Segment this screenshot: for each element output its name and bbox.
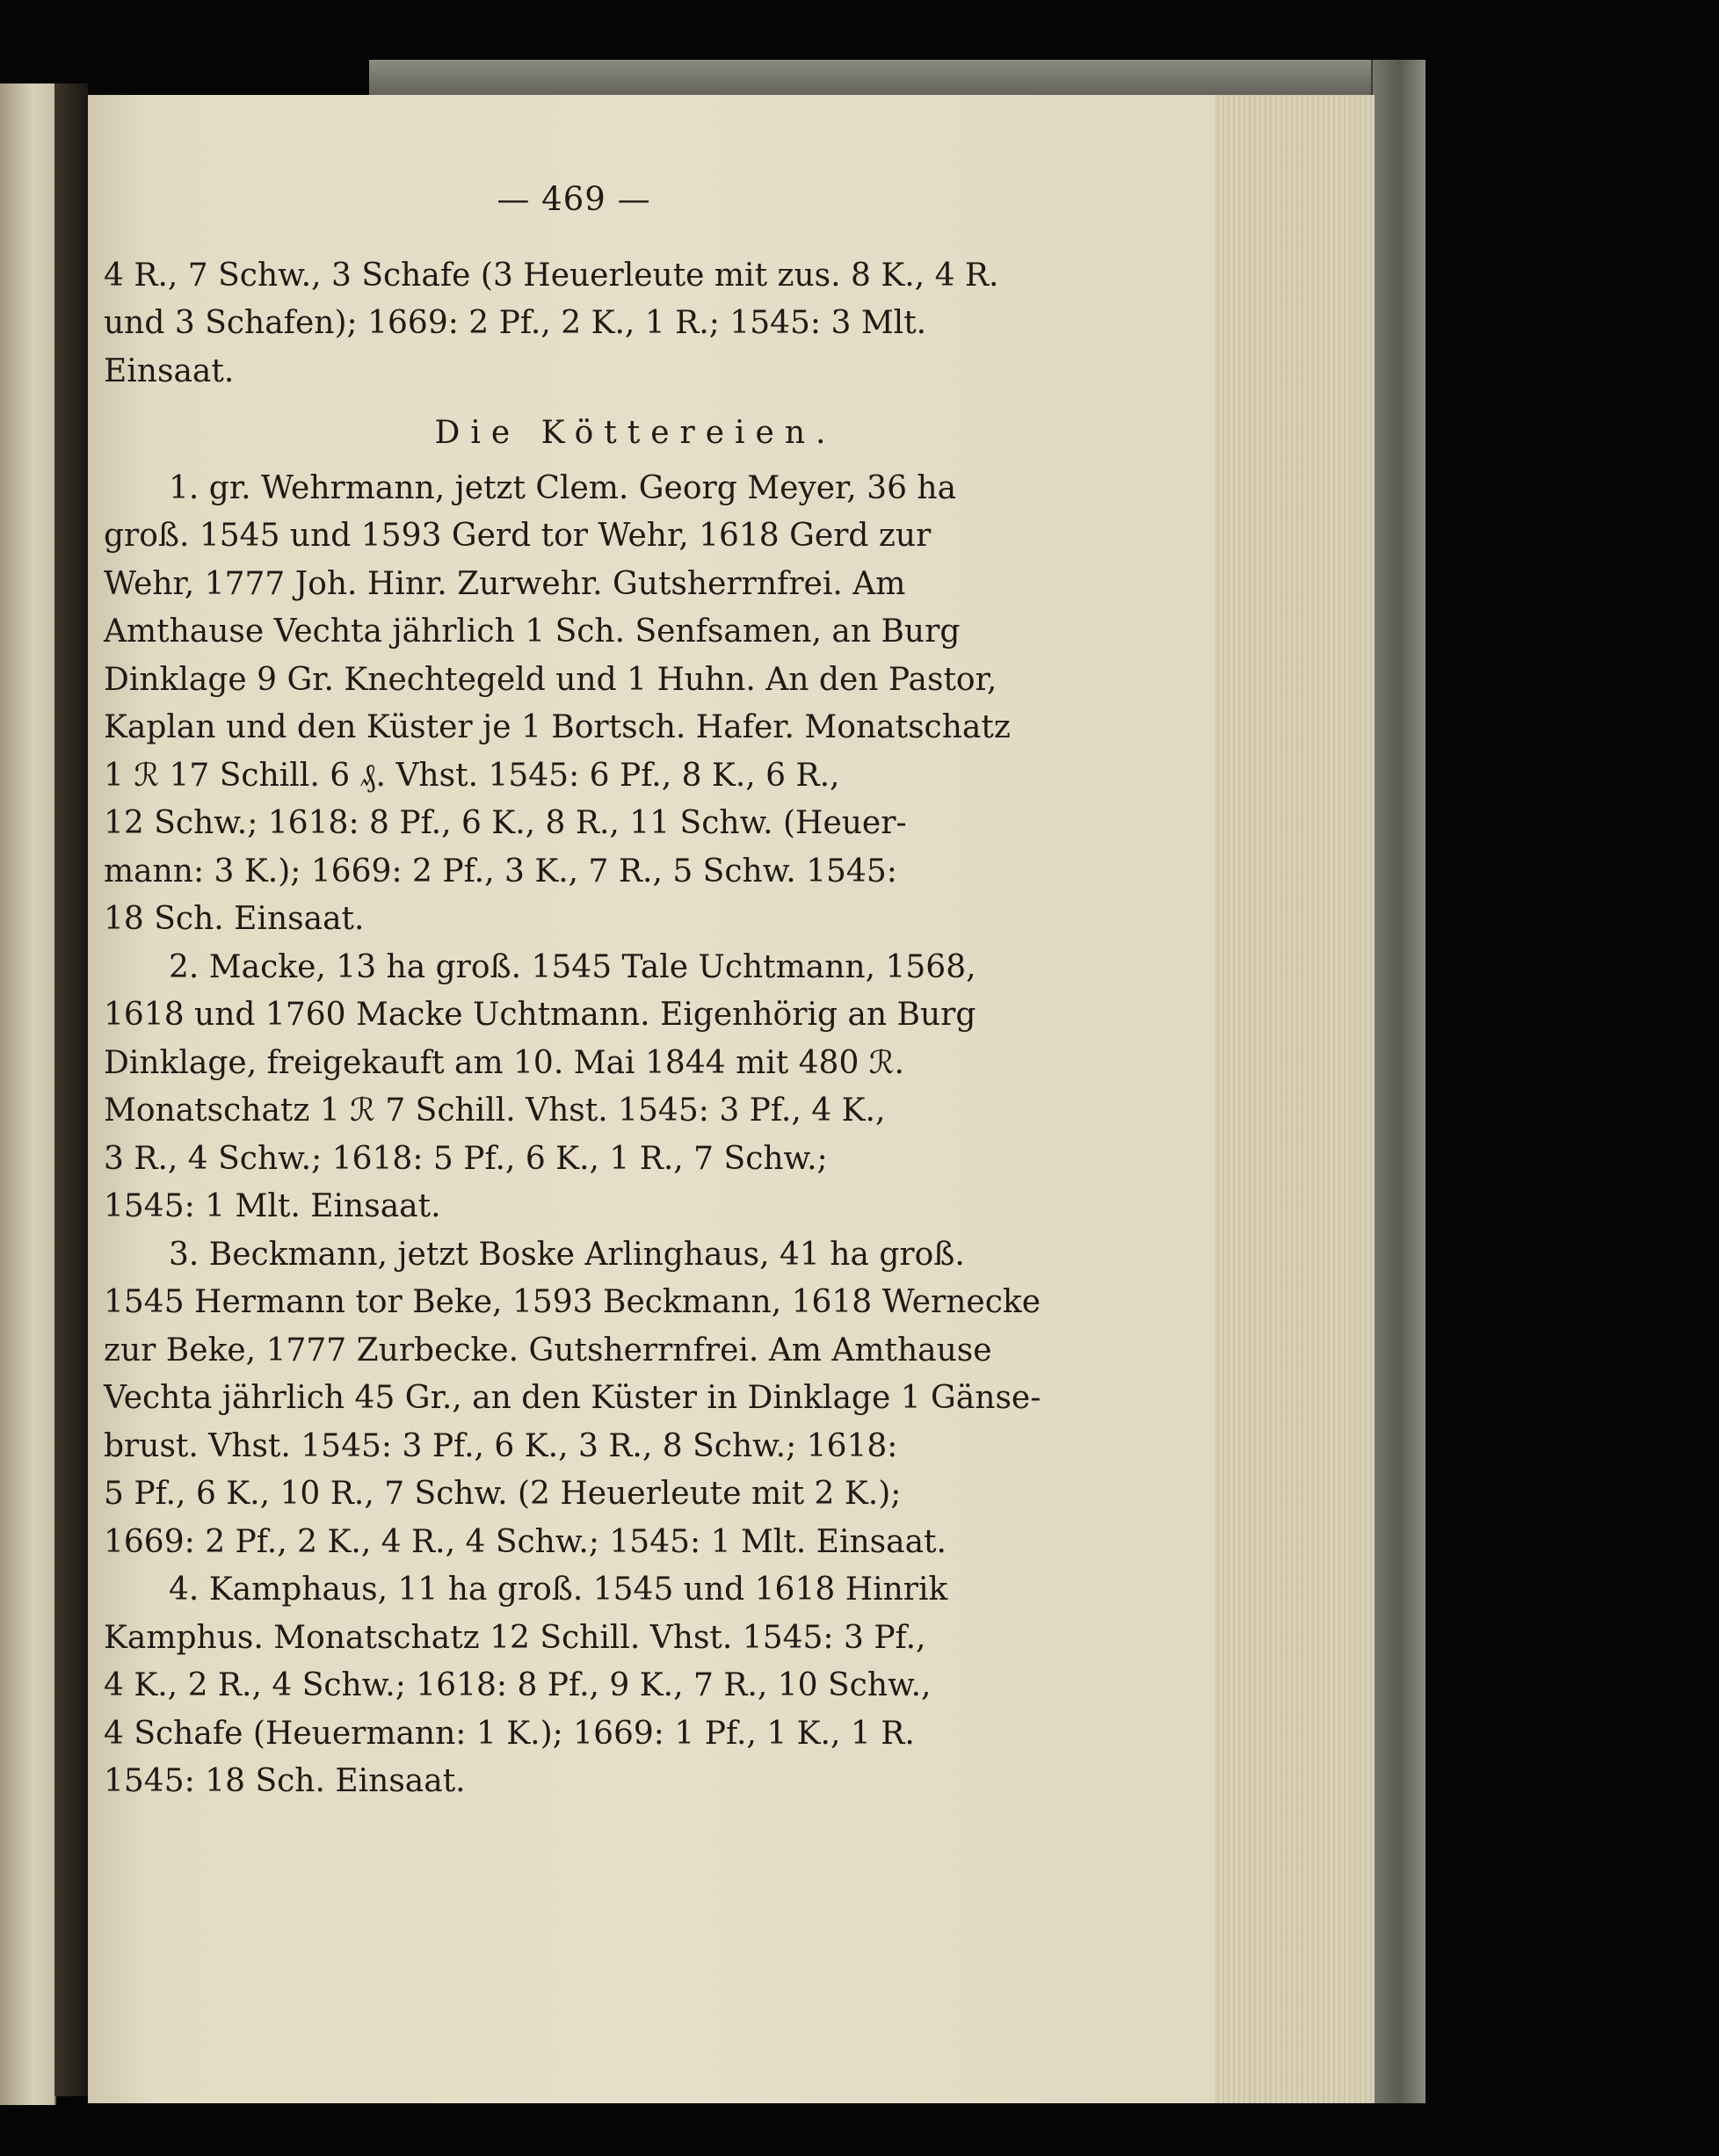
page-block-edges bbox=[1213, 95, 1374, 2103]
text-line: Einsaat. bbox=[104, 352, 235, 389]
text-line: Kamphus. Monatschatz 12 Schill. Vhst. 1545: 3 Pf., bbox=[104, 1619, 926, 1656]
text-line: und 3 Schafen); 1669: 2 Pf., 2 K., 1 R.; 1545: 3 Mlt. bbox=[104, 305, 927, 341]
text-line: 3 R., 4 Schw.; 1618: 5 Pf., 6 K., 1 R., 7 Schw.; bbox=[104, 1140, 828, 1177]
text-line: 3. Beckmann, jetzt Boske Arlinghaus, 41 ha groß. bbox=[169, 1236, 965, 1273]
text-line: zur Beke, 1777 Zurbecke. Gutsherrnfrei. Am Amthause bbox=[104, 1332, 992, 1368]
text-line: Amthause Vechta jährlich 1 Sch. Senfsamen, an Burg bbox=[104, 613, 961, 650]
text-line: 4. Kamphaus, 11 ha groß. 1545 und 1618 Hinrik bbox=[169, 1572, 948, 1608]
text-line: 12 Schw.; 1618: 8 Pf., 6 K., 8 R., 11 Schw. (Heuer- bbox=[104, 805, 907, 841]
entry-4 bbox=[104, 1566, 1044, 1806]
text-line: 1545 Hermann tor Beke, 1593 Beckmann, 1618 Wernecke bbox=[104, 1284, 1041, 1320]
book-cover-right-edge bbox=[1371, 60, 1425, 2103]
page-text bbox=[104, 176, 1044, 1806]
text-line: 1 ℛ 17 Schill. 6 ₰. Vhst. 1545: 6 Pf., 8 K., 6 R., bbox=[104, 757, 840, 794]
entry-1 bbox=[104, 465, 1044, 944]
text-line: Wehr, 1777 Joh. Hinr. Zurwehr. Gutsherrnfrei. Am bbox=[104, 565, 906, 602]
text-line: Dinklage 9 Gr. Knechtegeld und 1 Huhn. An den Pastor, bbox=[104, 661, 997, 698]
left-page-edge bbox=[0, 83, 56, 2105]
book-gutter bbox=[54, 83, 88, 2096]
text-line: Kaplan und den Küster je 1 Bortsch. Hafer. Monatschatz bbox=[104, 709, 1011, 745]
text-line: brust. Vhst. 1545: 3 Pf., 6 K., 3 R., 8 Schw.; 1618: bbox=[104, 1427, 898, 1464]
book-cover-top-edge bbox=[369, 60, 1424, 99]
book-page bbox=[88, 95, 1215, 2103]
text-line: 1669: 2 Pf., 2 K., 4 R., 4 Schw.; 1545: 1 Mlt. Einsaat. bbox=[104, 1523, 947, 1560]
text-line: 4 R., 7 Schw., 3 Schafe (3 Heuerleute mit zus. 8 K., 4 R. bbox=[104, 257, 999, 294]
intro-paragraph bbox=[104, 252, 1044, 396]
entry-2 bbox=[104, 944, 1044, 1231]
text-line: Monatschatz 1 ℛ 7 Schill. Vhst. 1545: 3 Pf., 4 K., bbox=[104, 1093, 886, 1129]
text-line: Vechta jährlich 45 Gr., an den Küster in Dinklage 1 Gänse- bbox=[104, 1380, 1041, 1416]
text-line: 4 Schafe (Heuermann: 1 K.); 1669: 1 Pf., 1 K., 1 R. bbox=[104, 1715, 915, 1752]
page-number: — 469 — bbox=[497, 180, 651, 218]
text-line: Dinklage, freigekauft am 10. Mai 1844 mit 480 ℛ. bbox=[104, 1044, 904, 1081]
text-line: 2. Macke, 13 ha groß. 1545 Tale Uchtmann, 1568, bbox=[169, 948, 976, 985]
text-line: groß. 1545 und 1593 Gerd tor Wehr, 1618 Gerd zur bbox=[104, 518, 932, 554]
entry-3 bbox=[104, 1231, 1044, 1567]
text-line: 4 K., 2 R., 4 Schw.; 1618: 8 Pf., 9 K., 7 R., 10 Schw., bbox=[104, 1667, 932, 1703]
text-line: 1618 und 1760 Macke Uchtmann. Eigenhörig an Burg bbox=[104, 997, 976, 1033]
section-heading: Die Köttereien. bbox=[434, 415, 837, 451]
text-line: 18 Sch. Einsaat. bbox=[104, 901, 365, 937]
text-line: 1545: 18 Sch. Einsaat. bbox=[104, 1763, 466, 1799]
text-line: mann: 3 K.); 1669: 2 Pf., 3 K., 7 R., 5 Schw. 1545: bbox=[104, 853, 897, 889]
text-line: 5 Pf., 6 K., 10 R., 7 Schw. (2 Heuerleute mit 2 K.); bbox=[104, 1476, 902, 1512]
text-line: 1. gr. Wehrmann, jetzt Clem. Georg Meyer, 36 ha bbox=[169, 469, 957, 506]
text-line: 1545: 1 Mlt. Einsaat. bbox=[104, 1188, 441, 1224]
